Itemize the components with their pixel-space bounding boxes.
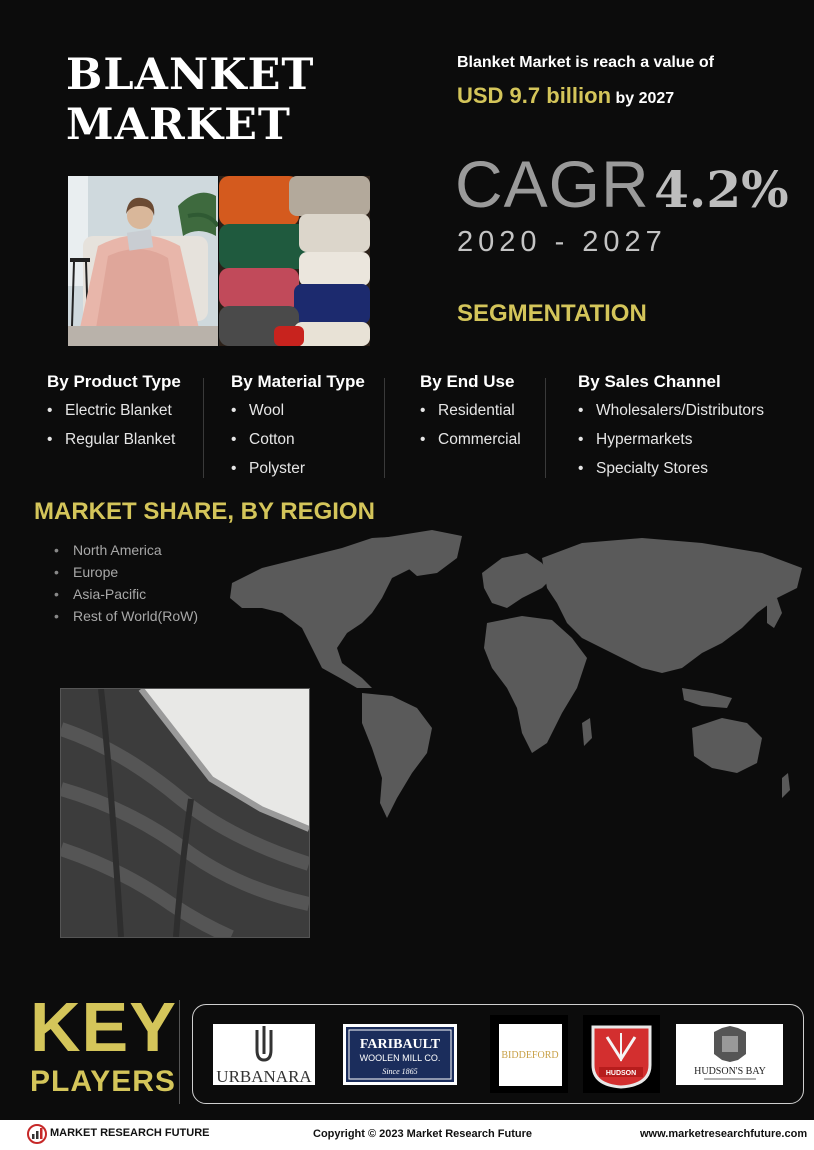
segment-item: • Wool — [231, 402, 365, 431]
map-africa — [484, 616, 587, 753]
segment-heading: By Product Type — [47, 372, 181, 391]
footer-brand: MARKET RESEARCH FUTURE — [50, 1127, 210, 1139]
map-north-america — [230, 536, 422, 688]
segment-divider — [384, 378, 385, 478]
market-value-year: by 2027 — [611, 90, 675, 107]
segment-heading: By Sales Channel — [578, 372, 721, 391]
mrf-logo-icon — [26, 1123, 48, 1145]
segment-item: • Cotton — [231, 431, 365, 460]
segment-end-use — [420, 372, 521, 460]
segment-heading: By Material Type — [231, 372, 365, 391]
map-south-america — [362, 693, 432, 818]
key-players-title-line1: KEY — [30, 988, 177, 1066]
region-item: • Europe — [54, 564, 198, 586]
cagr-value: 4.2% — [654, 160, 789, 219]
key-players-divider — [179, 1000, 180, 1104]
segmentation-title: SEGMENTATION — [457, 300, 647, 327]
region-list — [54, 542, 198, 630]
faribault-logo — [343, 1024, 457, 1085]
region-item: • North America — [54, 542, 198, 564]
grey-blanket-photo — [60, 688, 310, 938]
cagr-label: CAGR — [455, 147, 650, 221]
segment-material-type — [231, 372, 365, 489]
segment-item: • Hypermarkets — [578, 431, 764, 460]
segment-item: • Regular Blanket — [47, 431, 181, 460]
title-line-2: MARKET — [66, 100, 291, 150]
footer-url-link[interactable]: www.marketresearchfuture.com — [640, 1128, 808, 1140]
segment-product-type — [47, 372, 181, 460]
page-title — [66, 50, 314, 150]
hudson-logo — [583, 1015, 660, 1093]
key-players-title-line2: PLAYERS — [30, 1065, 176, 1098]
market-value-line — [457, 83, 674, 109]
map-new-zealand — [782, 773, 790, 798]
segment-item: • Polyster — [231, 460, 365, 489]
region-title: MARKET SHARE, BY REGION — [34, 498, 375, 525]
segment-divider — [545, 378, 546, 478]
map-australia — [692, 718, 762, 773]
segment-heading: By End Use — [420, 372, 515, 391]
woman-blanket-photo — [68, 176, 218, 346]
segment-divider — [203, 378, 204, 478]
blanket-stack-photo — [219, 176, 370, 346]
hudsons-bay-logo-text: HUDSON'S BAY — [694, 1066, 766, 1077]
urbanara-logo-text: URBANARA — [216, 1067, 312, 1085]
urbanara-logo — [213, 1024, 315, 1085]
region-item: • Rest of World(RoW) — [54, 608, 198, 630]
map-europe — [482, 553, 552, 608]
title-line-1: BLANKET — [66, 50, 315, 100]
map-se-asia — [682, 688, 732, 708]
region-item: • Asia-Pacific — [54, 586, 198, 608]
segment-item: • Wholesalers/Distributors — [578, 402, 764, 431]
segment-item: • Residential — [420, 402, 521, 431]
segment-item: • Electric Blanket — [47, 402, 181, 431]
faribault-logo-line2: WOOLEN MILL CO. — [359, 1053, 441, 1063]
footer-copyright: Copyright © 2023 Market Research Future — [313, 1128, 533, 1140]
map-japan — [767, 598, 782, 628]
biddeford-logo-text: BIDDEFORD — [501, 1050, 559, 1061]
cagr-period: 2020 - 2027 — [457, 226, 667, 258]
hudsons-bay-logo — [676, 1024, 783, 1085]
market-value-intro: Blanket Market is reach a value of — [457, 54, 714, 71]
faribault-logo-line1: FARIBAULT — [359, 1037, 441, 1052]
segment-item: • Commercial — [420, 431, 521, 460]
hudson-logo-text: HUDSON — [605, 1070, 637, 1077]
map-madagascar — [582, 718, 592, 746]
market-value-amount: USD 9.7 billion — [457, 83, 612, 108]
biddeford-logo — [490, 1015, 568, 1093]
faribault-logo-line3: Since 1865 — [382, 1067, 418, 1076]
segment-item: • Specialty Stores — [578, 460, 764, 489]
cagr-line — [455, 146, 789, 222]
segment-sales-channel — [578, 372, 764, 489]
